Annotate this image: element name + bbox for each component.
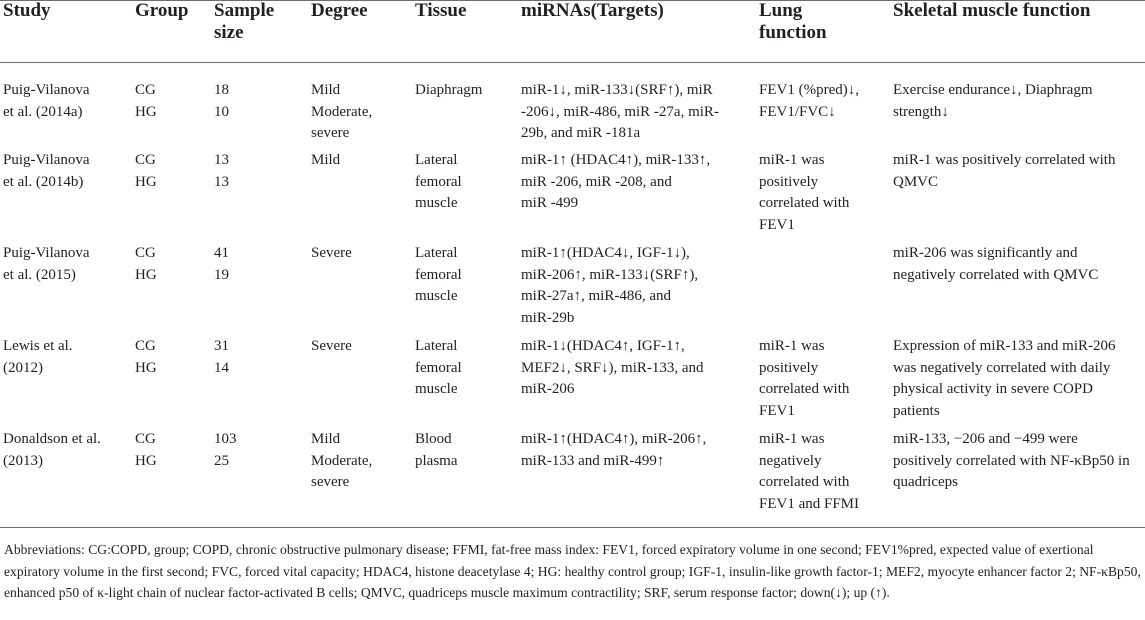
cell-line: correlated with xyxy=(759,195,850,212)
cell-line: miR-1↑(HDAC4↓, IGF-1↓), xyxy=(521,245,690,261)
cell-line: miR -499 xyxy=(521,195,579,212)
cell-lung-function xyxy=(759,80,859,123)
cell-line: 14 xyxy=(214,359,229,376)
header-mirnas xyxy=(521,0,664,22)
header-skeletal-muscle-function xyxy=(893,0,1090,22)
cell-line: miR-206↑, miR-133↓(SRF↑), xyxy=(521,266,699,283)
cell-sample-size xyxy=(214,150,229,193)
cell-line: HG xyxy=(135,359,157,376)
cell-tissue xyxy=(415,80,482,102)
cell-skeletal-muscle-function xyxy=(893,243,1098,286)
cell-line: quadriceps xyxy=(893,474,958,491)
cell-line: negatively correlated with QMVC xyxy=(893,266,1099,283)
header-line: miRNAs(Targets) xyxy=(521,0,664,21)
cell-study xyxy=(3,429,101,472)
cell-line: HG xyxy=(135,266,157,283)
cell-line: 18 xyxy=(214,82,229,98)
cell-group xyxy=(135,336,157,379)
cell-line: miR-206 xyxy=(521,381,575,398)
cell-line: physical activity in severe COPD xyxy=(893,381,1093,398)
cell-line: miR-1↑(HDAC4↑), miR-206↑, xyxy=(521,431,707,447)
cell-line: FEV1 (%pred)↓, xyxy=(759,82,859,98)
cell-line: miR-1 was xyxy=(759,431,825,447)
cell-line: CG xyxy=(135,338,156,354)
cell-line: miR-1 was positively correlated with xyxy=(893,152,1116,168)
cell-line: CG xyxy=(135,431,156,447)
header-sample-size xyxy=(214,0,274,44)
cell-mirnas xyxy=(521,243,698,330)
cell-line: Moderate, xyxy=(311,103,373,120)
cell-line: miR-27a↑, miR-486, and xyxy=(521,288,671,305)
cell-line: CG xyxy=(135,245,156,261)
header-study xyxy=(3,0,51,22)
cell-study xyxy=(3,243,90,286)
cell-line: strength↓ xyxy=(893,103,949,120)
cell-line: Severe xyxy=(311,338,352,354)
cell-line: Mild xyxy=(311,431,341,447)
cell-skeletal-muscle-function xyxy=(893,429,1130,494)
cell-group xyxy=(135,243,157,286)
header-line: function xyxy=(759,22,827,43)
cell-line: -206↓, miR-486, miR -27a, miR- xyxy=(521,103,719,120)
cell-line: Lateral xyxy=(415,152,458,168)
cell-line: HG xyxy=(135,173,157,190)
cell-line: miR-1 was xyxy=(759,152,825,168)
cell-line: femoral xyxy=(415,173,462,190)
cell-line: severe xyxy=(311,125,350,142)
cell-line: Blood xyxy=(415,431,452,447)
cell-degree xyxy=(311,336,352,358)
cell-line: muscle xyxy=(415,288,458,305)
cell-line: HG xyxy=(135,103,157,120)
cell-skeletal-muscle-function xyxy=(893,150,1115,193)
cell-line: miR-1↓(HDAC4↑, IGF-1↑, xyxy=(521,338,685,354)
cell-line: et al. (2015) xyxy=(3,266,76,283)
cell-line: Lateral xyxy=(415,338,458,354)
cell-line: miR-133 and miR-499↑ xyxy=(521,452,665,469)
cell-line: femoral xyxy=(415,266,462,283)
cell-line: et al. (2014a) xyxy=(3,103,83,120)
cell-mirnas xyxy=(521,80,719,145)
cell-lung-function xyxy=(759,429,859,516)
cell-line: FEV1 and FFMI xyxy=(759,496,860,513)
cell-group xyxy=(135,150,157,193)
cell-line: miR-206 was significantly and xyxy=(893,245,1078,261)
cell-line: 31 xyxy=(214,338,229,354)
cell-line: CG xyxy=(135,152,156,168)
cell-line: miR-29b xyxy=(521,310,575,327)
cell-line: Severe xyxy=(311,245,352,261)
cell-tissue xyxy=(415,150,462,215)
cell-line: severe xyxy=(311,474,350,491)
cell-line: (2013) xyxy=(3,452,43,469)
cell-tissue xyxy=(415,336,462,401)
header-bottom-rule xyxy=(0,62,1145,63)
cell-line: et al. (2014b) xyxy=(3,173,84,190)
header-line: Lung xyxy=(759,0,803,21)
cell-line: 29b, and miR -181a xyxy=(521,125,641,142)
cell-degree xyxy=(311,243,352,265)
cell-line: correlated with xyxy=(759,381,850,398)
cell-line: (2012) xyxy=(3,359,43,376)
cell-line: Puig-Vilanova xyxy=(3,245,90,261)
header-line: size xyxy=(214,22,244,43)
cell-line: patients xyxy=(893,403,940,420)
cell-mirnas xyxy=(521,150,710,215)
cell-line: MEF2↓, SRF↓), miR-133, and xyxy=(521,359,704,376)
header-line: Study xyxy=(3,0,51,21)
header-line: Degree xyxy=(311,0,368,21)
header-lung-function xyxy=(759,0,827,44)
cell-sample-size xyxy=(214,80,229,123)
cell-line: positively xyxy=(759,359,819,376)
cell-line: Puig-Vilanova xyxy=(3,82,90,98)
cell-line: muscle xyxy=(415,195,458,212)
cell-line: 103 xyxy=(214,431,237,447)
cell-line: muscle xyxy=(415,381,458,398)
cell-line: Exercise endurance↓, Diaphragm xyxy=(893,82,1093,98)
cell-study xyxy=(3,336,73,379)
cell-degree xyxy=(311,150,340,172)
cell-line: 25 xyxy=(214,452,229,469)
header-tissue xyxy=(415,0,466,22)
cell-skeletal-muscle-function xyxy=(893,336,1115,423)
cell-line: negatively xyxy=(759,452,822,469)
cell-line: Moderate, xyxy=(311,452,373,469)
cell-mirnas xyxy=(521,429,706,472)
cell-line: FEV1 xyxy=(759,217,795,234)
cell-line: Mild xyxy=(311,152,341,168)
cell-line: positively xyxy=(759,173,819,190)
cell-line: miR-1↑ (HDAC4↑), miR-133↑, xyxy=(521,152,711,168)
cell-group xyxy=(135,80,157,123)
cell-line: Lateral xyxy=(415,245,458,261)
cell-line: miR -206, miR -208, and xyxy=(521,173,672,190)
cell-degree xyxy=(311,429,372,494)
cell-lung-function xyxy=(759,150,849,237)
cell-lung-function xyxy=(759,336,849,423)
cell-skeletal-muscle-function xyxy=(893,80,1093,123)
header-group xyxy=(135,0,189,22)
cell-sample-size xyxy=(214,429,237,472)
cell-line: Lewis et al. xyxy=(3,338,73,354)
cell-line: QMVC xyxy=(893,173,939,190)
header-degree xyxy=(311,0,368,22)
cell-line: miR-1 was xyxy=(759,338,825,354)
table-footnote: Abbreviations: CG:COPD, group; COPD, chronic obstructive pulmonary disease; FFMI, fat-free mass index: FEV1, forced expiratory volume in one second; FEV1%pred, expected value of exertional expiratory volume in the first second; FVC, forced vital capacity; HDAC4, histone deacetylase 4; HG: healthy control group; IGF-1, insulin-like growth factor-1; MEF2, myocyte enhancer factor 2; NF-κBp50, enhanced p50 of κ-light chain of nuclear factor-activated B cells; QMVC, quadriceps muscle maximum contractility; SRF, serum response factor; down(↓); up (↑). xyxy=(4,542,1141,600)
cell-line: was negatively correlated with daily xyxy=(893,359,1111,376)
cell-line: Mild xyxy=(311,82,341,98)
cell-study xyxy=(3,80,90,123)
cell-line: miR-133, −206 and −499 were xyxy=(893,431,1078,447)
cell-line: Donaldson et al. xyxy=(3,431,101,447)
cell-group xyxy=(135,429,157,472)
cell-line: 13 xyxy=(214,173,229,190)
cell-mirnas xyxy=(521,336,704,401)
header-line: Sample xyxy=(214,0,275,21)
cell-line: positively correlated with NF-κBp50 in xyxy=(893,452,1130,469)
cell-tissue xyxy=(415,429,458,472)
header-line: Group xyxy=(135,0,189,21)
cell-tissue xyxy=(415,243,462,308)
cell-line: HG xyxy=(135,452,157,469)
cell-sample-size xyxy=(214,243,229,286)
cell-line: Diaphragm xyxy=(415,82,483,98)
cell-line: correlated with xyxy=(759,474,850,491)
cell-line: CG xyxy=(135,82,156,98)
cell-line: 41 xyxy=(214,245,229,261)
cell-line: Puig-Vilanova xyxy=(3,152,90,168)
cell-degree xyxy=(311,80,372,145)
cell-sample-size xyxy=(214,336,229,379)
table-bottom-rule xyxy=(0,527,1145,528)
header-line: Skeletal muscle function xyxy=(893,0,1091,21)
header-line: Tissue xyxy=(415,0,467,21)
cell-line: 13 xyxy=(214,152,229,168)
cell-line: femoral xyxy=(415,359,462,376)
cell-line: plasma xyxy=(415,452,458,469)
cell-line: FEV1 xyxy=(759,403,795,420)
cell-line: Expression of miR-133 and miR-206 xyxy=(893,338,1116,354)
cell-line: FEV1/FVC↓ xyxy=(759,103,836,120)
cell-line: miR-1↓, miR-133↓(SRF↑), miR xyxy=(521,82,713,98)
cell-study xyxy=(3,150,90,193)
cell-line: 10 xyxy=(214,103,229,120)
cell-line: 19 xyxy=(214,266,229,283)
